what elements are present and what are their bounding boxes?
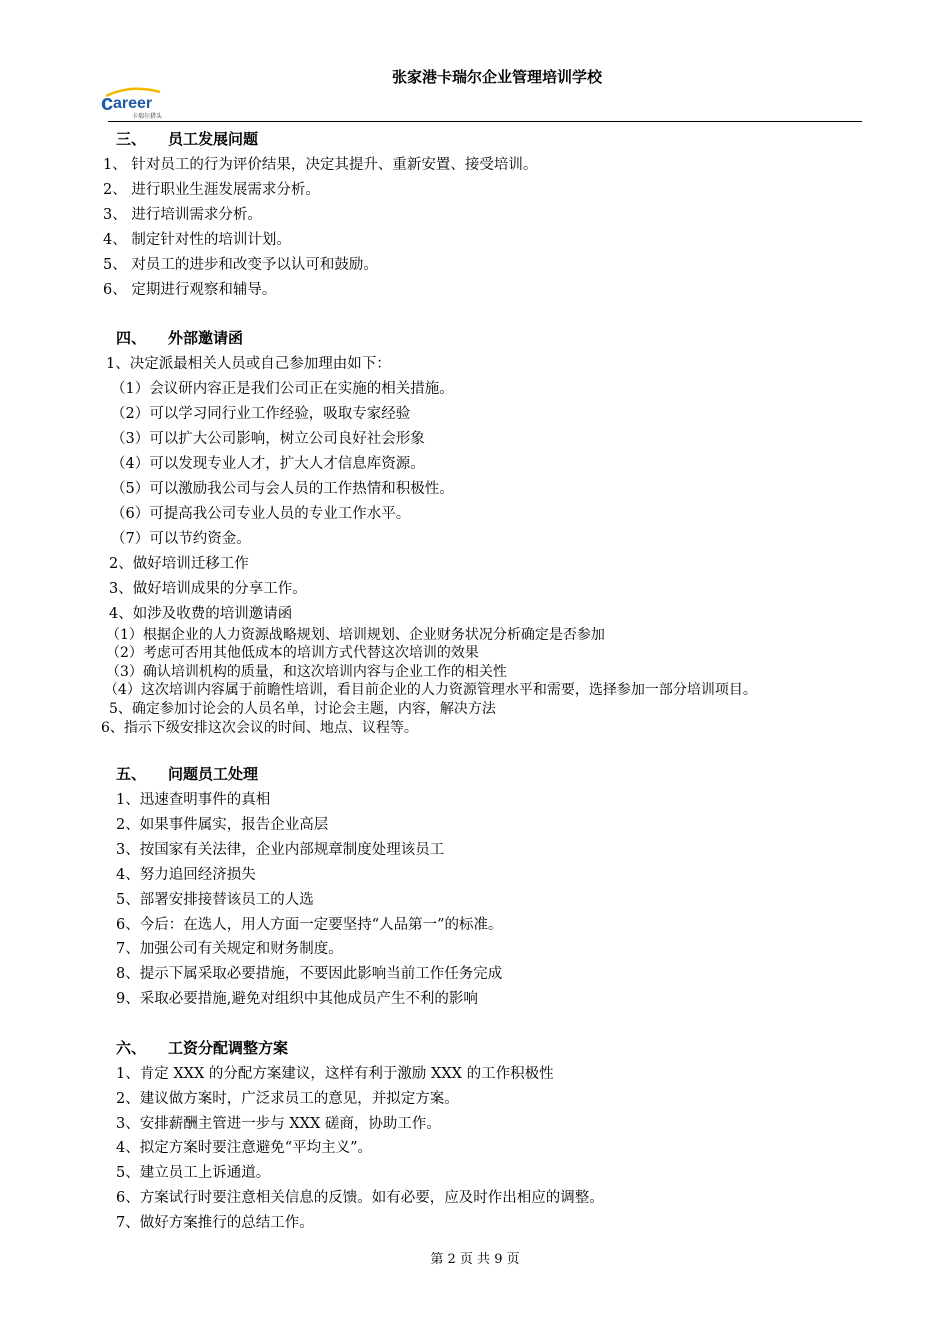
list-item: 3、按国家有关法律，企业内部规章制度处理该员工 (116, 842, 445, 858)
list-item: 6、今后：在选人，用人方面一定要坚持“人品第一”的标准。 (116, 917, 503, 933)
list-item: （2）可以学习同行业工作经验，吸取专家经验 (111, 406, 411, 422)
list-item: 6、 定期进行观察和辅导。 (103, 282, 277, 298)
list-item: 6、方案试行时要注意相关信息的反馈。如有必要，应及时作出相应的调整。 (116, 1190, 604, 1206)
list-item: 1、 针对员工的行为评价结果，决定其提升、重新安置、接受培训。 (103, 157, 538, 173)
list-item: 2、建议做方案时，广泛求员工的意见，并拟定方案。 (116, 1091, 459, 1107)
list-item: 4、 制定针对性的培训计划。 (103, 232, 291, 248)
list-item: 3、做好培训成果的分享工作。 (109, 581, 307, 597)
list-item: 9、采取必要措施,避免对组织中其他成员产生不利的影响 (116, 991, 478, 1007)
page-number: 第 2 页 共 9 页 (430, 1252, 520, 1267)
list-item: 2、如果事件属实，报告企业高层 (116, 817, 329, 833)
list-item: （3）确认培训机构的质量，和这次培训内容与企业工作的相关性 (106, 664, 507, 680)
section-heading: 三、 员工发展问题 (116, 130, 259, 148)
section-heading: 四、 外部邀请函 (116, 329, 244, 347)
list-item: 3、 进行培训需求分析。 (103, 207, 262, 223)
list-item: （3）可以扩大公司影响，树立公司良好社会形象 (111, 431, 425, 447)
list-item: （2）考虑可否用其他低成本的培训方式代替这次培训的效果 (106, 645, 479, 661)
list-item: 1、迅速查明事件的真相 (116, 792, 271, 808)
list-item: （1）根据企业的人力资源战略规划、培训规划、企业财务状况分析确定是否参加 (106, 627, 605, 643)
list-item: （4）这次培训内容属于前瞻性培训，看目前企业的人力资源管理水平和需要，选择参加一部分培训项目。 (104, 682, 757, 698)
list-item: 4、如涉及收费的培训邀请函 (109, 606, 293, 622)
list-item: 1、决定派最相关人员或自己参加理由如下： (106, 356, 391, 372)
svg-text:卡瑞尔猎头: 卡瑞尔猎头 (132, 113, 163, 120)
career-logo (100, 86, 164, 120)
list-item: 4、努力追回经济损失 (116, 867, 256, 883)
list-item: 6、指示下级安排这次会议的时间、地点、议程等。 (101, 720, 418, 736)
list-item: （4）可以发现专业人才，扩大人才信息库资源。 (111, 456, 425, 472)
list-item: 2、做好培训迁移工作 (109, 556, 249, 572)
list-item: （7）可以节约资金。 (111, 531, 251, 547)
list-item: 5、建立员工上诉通道。 (116, 1165, 271, 1181)
list-item: （1）会议研内容正是我们公司正在实施的相关措施。 (111, 381, 454, 397)
section-heading: 六、 工资分配调整方案 (116, 1039, 289, 1057)
list-item: 5、确定参加讨论会的人员名单，讨论会主题，内容，解决方法 (109, 701, 496, 717)
list-item: 3、安排薪酬主管进一步与 XXX 磋商，协助工作。 (116, 1116, 441, 1132)
list-item: 5、部署安排接替该员工的人选 (116, 892, 314, 908)
list-item: （5）可以激励我公司与会人员的工作热情和积极性。 (111, 481, 454, 497)
svg-text:areer: areer (113, 95, 153, 112)
list-item: （6）可提高我公司专业人员的专业工作水平。 (111, 506, 411, 522)
list-item: 8、提示下属采取必要措施，不要因此影响当前工作任务完成 (116, 966, 503, 982)
svg-text:c: c (101, 90, 114, 115)
list-item: 1、肯定 XXX 的分配方案建议，这样有利于激励 XXX 的工作积极性 (116, 1066, 554, 1082)
section-heading: 五、 问题员工处理 (116, 765, 259, 783)
list-item: 7、加强公司有关规定和财务制度。 (116, 941, 343, 957)
list-item: 2、 进行职业生涯发展需求分析。 (103, 182, 320, 198)
header-rule (108, 121, 862, 122)
list-item: 7、做好方案推行的总结工作。 (116, 1215, 314, 1231)
list-item: 4、拟定方案时要注意避免“平均主义”。 (116, 1140, 373, 1156)
school-title: 张家港卡瑞尔企业管理培训学校 (392, 68, 603, 86)
list-item: 5、 对员工的进步和改变予以认可和鼓励。 (103, 257, 378, 273)
